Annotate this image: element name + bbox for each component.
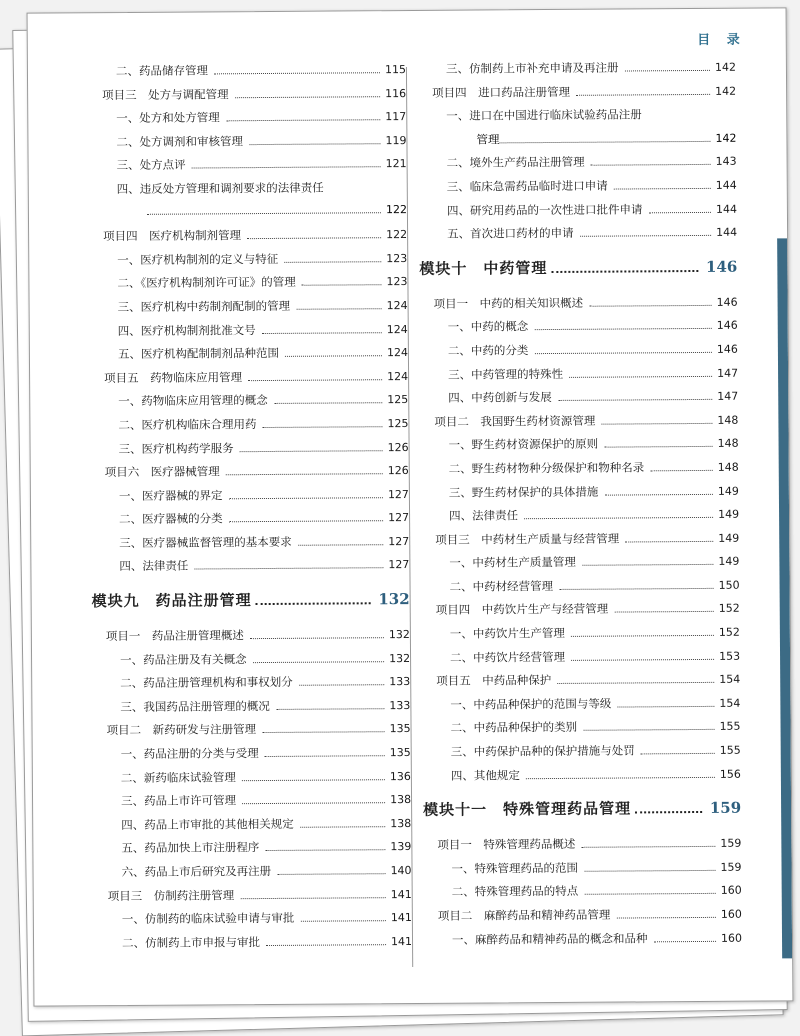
page-number: 121 bbox=[385, 157, 407, 171]
page-number: 156 bbox=[719, 767, 741, 781]
toc-project-entry[interactable] bbox=[422, 600, 740, 626]
dot-leader bbox=[302, 285, 382, 287]
page-number: 135 bbox=[389, 722, 411, 736]
dot-leader bbox=[265, 850, 385, 852]
dot-leader bbox=[262, 332, 382, 334]
toc-item-entry[interactable] bbox=[88, 61, 406, 87]
toc-left-column bbox=[88, 61, 412, 959]
page-number: 159 bbox=[720, 836, 742, 851]
toc-item-entry[interactable] bbox=[420, 317, 738, 343]
entry-title: 项目一 药品注册管理概述 bbox=[105, 628, 244, 644]
page-number: 141 bbox=[390, 934, 413, 948]
toc-item-entry[interactable] bbox=[421, 435, 739, 461]
page-number: 132 bbox=[378, 590, 410, 609]
toc-item-entry[interactable] bbox=[90, 297, 408, 323]
dot-leader bbox=[604, 493, 713, 495]
entry-title: 项目四 医疗机构制剂管理 bbox=[103, 228, 242, 244]
dot-leader bbox=[641, 753, 715, 755]
dot-leader bbox=[569, 375, 712, 377]
dot-leader bbox=[576, 93, 710, 95]
dot-leader bbox=[240, 450, 383, 452]
page-number: 139 bbox=[390, 840, 412, 854]
page-number: 149 bbox=[718, 507, 740, 521]
toc-item-entry[interactable] bbox=[91, 439, 409, 465]
toc-item-entry[interactable] bbox=[90, 391, 408, 417]
entry-title: 一、特殊管理药品的范围 bbox=[451, 860, 579, 876]
dot-leader bbox=[526, 777, 715, 779]
page-number: 124 bbox=[386, 346, 408, 360]
toc-project-entry[interactable] bbox=[424, 906, 742, 932]
entry-title: 四、医疗机构制剂批准文号 bbox=[117, 322, 256, 338]
toc-item-entry[interactable] bbox=[93, 838, 411, 864]
entry-title: 二、药品储存管理 bbox=[115, 63, 208, 79]
toc-item-entry[interactable] bbox=[94, 909, 412, 935]
dot-leader bbox=[571, 635, 714, 637]
entry-title: 管理 bbox=[476, 132, 500, 147]
toc-item-entry[interactable] bbox=[92, 650, 410, 676]
toc-module-heading[interactable] bbox=[423, 789, 741, 837]
toc-project-entry[interactable] bbox=[420, 411, 738, 437]
page-number: 127 bbox=[387, 487, 409, 501]
page-number: 123 bbox=[386, 251, 408, 265]
toc-project-entry[interactable] bbox=[88, 85, 406, 111]
entry-title: 二、野生药材物种分级保护和物种名录 bbox=[448, 460, 645, 476]
toc-project-entry[interactable] bbox=[91, 462, 409, 488]
page-number: 160 bbox=[720, 907, 742, 921]
dot-leader bbox=[242, 802, 385, 804]
page-number: 149 bbox=[718, 531, 740, 545]
entry-title: 二、药品注册管理机构和事权划分 bbox=[120, 675, 293, 691]
page-number: 123 bbox=[386, 275, 408, 289]
dot-leader bbox=[192, 167, 381, 169]
dot-leader bbox=[247, 237, 381, 239]
toc-item-entry[interactable] bbox=[420, 364, 738, 390]
entry-title: 四、中药创新与发展 bbox=[448, 390, 552, 405]
dot-leader bbox=[253, 661, 385, 663]
toc-item-entry[interactable] bbox=[89, 273, 407, 299]
toc-project-entry[interactable] bbox=[90, 368, 408, 394]
page-number: 133 bbox=[389, 698, 411, 712]
entry-title: 一、仿制药的临床试验申请与审批 bbox=[121, 911, 295, 927]
toc-item-entry[interactable] bbox=[419, 224, 737, 250]
page-number: 146 bbox=[716, 342, 738, 356]
entry-title: 二、中药品种保护的类别 bbox=[450, 720, 578, 736]
toc-item-entry[interactable] bbox=[93, 791, 411, 817]
dot-leader bbox=[274, 403, 383, 405]
toc-item-entry[interactable] bbox=[91, 486, 409, 512]
dot-leader bbox=[284, 261, 381, 263]
page-number: 144 bbox=[715, 202, 737, 216]
toc-project-entry[interactable] bbox=[418, 82, 736, 108]
entry-title: 一、中药的概念 bbox=[447, 319, 529, 335]
toc-item-entry[interactable] bbox=[89, 155, 407, 181]
dot-leader bbox=[648, 211, 711, 212]
dot-leader bbox=[298, 544, 384, 546]
toc-module-heading[interactable] bbox=[92, 580, 410, 628]
dot-leader bbox=[235, 96, 381, 98]
entry-title: 一、麻醉药品和精神药品的概念和品种 bbox=[451, 930, 648, 947]
page-number: 140 bbox=[390, 863, 412, 878]
entry-title: 四、违反处方管理和调剂要求的法律责任 bbox=[116, 180, 324, 197]
toc-item-entry[interactable] bbox=[94, 933, 412, 959]
page-number: 141 bbox=[390, 887, 412, 901]
page-number: 122 bbox=[385, 202, 407, 216]
entry-title: 四、其他规定 bbox=[450, 767, 520, 783]
toc-item-entry[interactable] bbox=[422, 624, 740, 650]
entry-title: 项目五 药物临床应用管理 bbox=[104, 369, 243, 385]
entry-title: 一、进口在中国进行临床试验药品注册 bbox=[446, 107, 642, 123]
toc-project-entry[interactable] bbox=[421, 529, 739, 555]
page-number: 144 bbox=[715, 178, 737, 192]
toc-item-entry[interactable] bbox=[422, 718, 740, 744]
entry-title: 六、药品上市后研究及再注册 bbox=[121, 863, 272, 880]
dot-leader bbox=[228, 497, 383, 499]
dot-leader bbox=[559, 588, 714, 590]
toc-project-entry[interactable] bbox=[92, 720, 410, 746]
entry-title: 一、中药材生产质量管理 bbox=[449, 555, 576, 571]
dot-leader bbox=[262, 732, 385, 734]
toc-item-entry[interactable] bbox=[422, 577, 740, 603]
toc-entry-continuation[interactable] bbox=[89, 203, 407, 229]
entry-title: 一、中药饮片生产管理 bbox=[449, 625, 565, 641]
dot-leader bbox=[226, 473, 383, 475]
page-number: 142 bbox=[715, 84, 737, 98]
toc-item-entry[interactable] bbox=[423, 742, 741, 768]
toc-item-entry[interactable] bbox=[93, 815, 411, 841]
entry-title: 项目四 中药饮片生产与经营管理 bbox=[435, 602, 609, 618]
toc-item-entry[interactable] bbox=[91, 509, 409, 535]
dot-leader bbox=[558, 399, 713, 401]
toc-item-entry[interactable] bbox=[92, 673, 410, 699]
toc-item-entry[interactable] bbox=[424, 882, 742, 908]
entry-title: 项目三 中药材生产质量与经营管理 bbox=[435, 531, 620, 547]
entry-title: 模块十 中药管理 bbox=[419, 258, 548, 278]
page-number: 132 bbox=[389, 651, 411, 665]
page-number: 155 bbox=[719, 743, 741, 757]
page-number: 124 bbox=[387, 369, 409, 383]
page-number: 141 bbox=[390, 911, 412, 925]
page-edge-strip bbox=[777, 238, 792, 958]
dot-leader bbox=[583, 729, 715, 731]
toc-item-entry[interactable] bbox=[89, 250, 407, 276]
page-number: 148 bbox=[717, 460, 739, 474]
dot-leader bbox=[240, 897, 386, 899]
entry-title: 三、野生药材保护的具体措施 bbox=[448, 484, 599, 500]
page-number: 160 bbox=[720, 931, 743, 945]
page-number: 135 bbox=[389, 746, 411, 760]
entry-title: 一、医疗机构制剂的定义与特征 bbox=[117, 251, 279, 267]
page-number: 127 bbox=[388, 558, 410, 572]
toc-item-entry[interactable] bbox=[93, 768, 411, 794]
page-number: 136 bbox=[389, 769, 411, 783]
entry-title: 项目三 处方与调配管理 bbox=[102, 86, 229, 102]
entry-title: 一、野生药材资源保护的原则 bbox=[448, 436, 599, 453]
toc-item-entry[interactable] bbox=[93, 744, 411, 770]
page-number: 146 bbox=[705, 257, 738, 276]
toc-item-entry[interactable] bbox=[89, 179, 407, 205]
page-number: 142 bbox=[714, 60, 736, 74]
entry-title: 二、医疗机构临床合理用药 bbox=[118, 416, 257, 432]
dot-leader bbox=[591, 164, 711, 166]
entry-title: 一、医疗器械的界定 bbox=[118, 487, 223, 503]
toc-item-entry[interactable] bbox=[91, 556, 409, 582]
dot-leader bbox=[249, 143, 381, 145]
toc-item-entry[interactable] bbox=[422, 695, 740, 721]
toc-item-entry[interactable] bbox=[421, 459, 739, 485]
page-header: 目 录 bbox=[697, 32, 746, 48]
toc-item-entry[interactable] bbox=[93, 862, 411, 888]
entry-title: 二、中药材经营管理 bbox=[449, 578, 554, 594]
page-number: 126 bbox=[387, 440, 409, 454]
dot-leader bbox=[248, 379, 382, 381]
page-number: 148 bbox=[717, 437, 739, 451]
toc-item-entry[interactable] bbox=[418, 106, 736, 132]
dot-leader bbox=[534, 352, 712, 354]
dot-leader bbox=[262, 426, 382, 428]
page-number: 153 bbox=[719, 649, 741, 663]
page-number: 147 bbox=[717, 389, 739, 403]
page-number: 150 bbox=[718, 578, 740, 592]
dot-leader bbox=[604, 446, 713, 448]
toc-item-entry[interactable] bbox=[421, 482, 739, 508]
dot-leader bbox=[300, 920, 386, 922]
toc-project-entry[interactable] bbox=[420, 293, 738, 319]
entry-title: 一、药品注册及有关概念 bbox=[120, 651, 247, 667]
dot-leader bbox=[582, 564, 714, 566]
page-number: 152 bbox=[718, 625, 740, 639]
entry-title: 一、药品注册的分类与受理 bbox=[120, 746, 259, 762]
page-number: 124 bbox=[386, 322, 408, 336]
toc-item-entry[interactable] bbox=[420, 388, 738, 414]
page-number: 155 bbox=[719, 720, 741, 734]
entry-title: 项目二 麻醉药品和精神药品管理 bbox=[437, 907, 611, 923]
dot-leader bbox=[650, 470, 713, 471]
page-number: 127 bbox=[388, 511, 410, 525]
entry-title: 三、医疗机构药学服务 bbox=[118, 440, 234, 456]
dot-leader bbox=[499, 141, 710, 143]
dot-leader bbox=[534, 328, 712, 330]
toc-project-entry[interactable] bbox=[94, 886, 412, 912]
entry-title: 三、我国药品注册管理的概况 bbox=[120, 698, 270, 714]
page-number: 144 bbox=[716, 225, 738, 240]
entry-title: 二、中药饮片经营管理 bbox=[450, 649, 566, 665]
toc-item-entry[interactable] bbox=[419, 200, 737, 226]
entry-title: 五、首次进口药材的申请 bbox=[447, 226, 574, 241]
dot-leader bbox=[614, 188, 711, 190]
page-number: 126 bbox=[387, 464, 409, 478]
toc-project-entry[interactable] bbox=[422, 671, 740, 697]
entry-title: 五、医疗机构配制制剂品种范围 bbox=[117, 346, 279, 362]
page-number: 149 bbox=[718, 554, 740, 569]
dot-leader bbox=[614, 611, 714, 613]
page-number: 146 bbox=[716, 295, 738, 309]
entry-title: 二、境外生产药品注册管理 bbox=[446, 155, 585, 171]
dot-leader bbox=[147, 212, 381, 215]
page-number: 138 bbox=[389, 793, 412, 807]
dot-leader bbox=[296, 308, 382, 310]
entry-title: 三、仿制药上市补充申请及再注册 bbox=[445, 60, 619, 76]
entry-title: 四、药品上市审批的其他相关规定 bbox=[121, 816, 294, 832]
entry-title: 五、药品加快上市注册程序 bbox=[121, 840, 260, 856]
entry-title: 四、法律责任 bbox=[449, 508, 519, 523]
dot-leader bbox=[285, 355, 382, 357]
dot-leader bbox=[625, 541, 713, 543]
entry-title: 项目二 新药研发与注册管理 bbox=[106, 722, 257, 738]
page-number: 117 bbox=[385, 110, 407, 124]
toc-page bbox=[27, 7, 794, 1006]
entry-title: 二、新药临床试验管理 bbox=[120, 769, 236, 785]
toc-item-entry[interactable] bbox=[90, 321, 408, 347]
page-number: 125 bbox=[387, 416, 409, 431]
dot-leader bbox=[214, 72, 380, 74]
dot-leader bbox=[524, 517, 713, 519]
page-number: 115 bbox=[384, 63, 406, 77]
page-number: 148 bbox=[717, 413, 739, 427]
dot-leader bbox=[589, 305, 712, 307]
dot-leader bbox=[229, 520, 384, 522]
toc-item-entry[interactable] bbox=[418, 59, 736, 85]
dot-leader bbox=[571, 659, 714, 661]
entry-title: 三、医疗机构中药制剂配制的管理 bbox=[117, 298, 291, 314]
entry-title: 项目四 进口药品注册管理 bbox=[432, 84, 571, 100]
dot-leader bbox=[581, 846, 715, 848]
dot-leader bbox=[266, 944, 386, 946]
entry-title: 项目五 中药品种保护 bbox=[436, 673, 552, 689]
entry-title: 二、仿制药上市申报与审批 bbox=[121, 934, 261, 950]
entry-title: 二、处方调剂和审核管理 bbox=[116, 133, 243, 149]
page-number: 154 bbox=[719, 696, 741, 710]
page-number: 160 bbox=[720, 884, 742, 898]
dot-leader bbox=[242, 779, 385, 781]
entry-title: 模块九 药品注册管理 bbox=[91, 591, 252, 611]
page-number: 154 bbox=[719, 672, 741, 687]
toc-item-entry[interactable] bbox=[421, 553, 739, 579]
page-number: 159 bbox=[720, 860, 742, 874]
dot-leader bbox=[584, 870, 716, 872]
page-number: 152 bbox=[718, 602, 740, 616]
toc-entry-continuation[interactable] bbox=[418, 129, 736, 155]
page-number: 146 bbox=[716, 319, 738, 333]
page-number: 122 bbox=[386, 228, 408, 242]
page-number: 138 bbox=[390, 816, 412, 830]
dot-leader bbox=[624, 70, 710, 72]
dot-leader bbox=[601, 423, 712, 425]
entry-title: 三、处方点评 bbox=[116, 157, 186, 173]
toc-project-entry[interactable] bbox=[89, 226, 407, 252]
page-number: 132 bbox=[388, 628, 410, 642]
entry-title: 项目二 我国野生药材资源管理 bbox=[434, 413, 596, 429]
entry-title: 一、处方和处方管理 bbox=[116, 110, 220, 126]
toc-item-entry[interactable] bbox=[424, 929, 742, 955]
toc-item-entry[interactable] bbox=[421, 506, 739, 532]
dot-leader bbox=[635, 811, 702, 813]
page-number: 116 bbox=[385, 86, 407, 100]
dot-leader bbox=[299, 684, 385, 686]
toc-item-entry[interactable] bbox=[90, 415, 408, 441]
toc-item-entry[interactable] bbox=[423, 859, 741, 885]
entry-title: 模块十一 特殊管理药品管理 bbox=[423, 799, 632, 820]
page-number: 119 bbox=[385, 133, 407, 147]
dot-leader bbox=[617, 706, 714, 708]
entry-title: 三、药品上市许可管理 bbox=[120, 793, 237, 809]
entry-title: 三、中药保护品种的保护措施与处罚 bbox=[450, 743, 635, 759]
toc-item-entry[interactable] bbox=[419, 153, 737, 179]
page-number: 125 bbox=[387, 393, 409, 407]
entry-title: 项目一 中药的相关知识概述 bbox=[433, 295, 584, 311]
page-number: 124 bbox=[386, 298, 408, 313]
toc-item-entry[interactable] bbox=[88, 132, 406, 158]
entry-title: 三、临床急需药品临时进口申请 bbox=[446, 178, 608, 194]
entry-title: 二、特殊管理药品的特点 bbox=[451, 884, 579, 900]
page-number: 159 bbox=[709, 798, 742, 818]
entry-title: 四、法律责任 bbox=[119, 559, 189, 574]
entry-title: 四、研究用药品的一次性进口批件申请 bbox=[446, 201, 643, 218]
toc-item-entry[interactable] bbox=[91, 533, 409, 559]
toc-item-entry[interactable] bbox=[423, 765, 741, 791]
dot-leader bbox=[654, 940, 717, 941]
toc-item-entry[interactable] bbox=[92, 697, 410, 723]
dot-leader bbox=[265, 755, 385, 757]
dot-leader bbox=[226, 119, 381, 121]
entry-title: 二、《医疗机构制剂许可证》的管理 bbox=[117, 275, 296, 291]
page-number: 142 bbox=[715, 131, 737, 145]
dot-leader bbox=[194, 568, 383, 570]
entry-title: 三、医疗器械监督管理的基本要求 bbox=[119, 534, 292, 550]
entry-title: 三、中药管理的特殊性 bbox=[448, 366, 564, 382]
toc-project-entry[interactable] bbox=[92, 626, 410, 652]
toc-module-heading[interactable] bbox=[419, 247, 737, 295]
toc-item-entry[interactable] bbox=[422, 647, 740, 673]
toc-item-entry[interactable] bbox=[90, 344, 408, 370]
toc-project-entry[interactable] bbox=[423, 835, 741, 861]
entry-title: 二、中药的分类 bbox=[447, 343, 529, 358]
dot-leader bbox=[300, 826, 386, 828]
entry-title: 一、药物临床应用管理的概念 bbox=[118, 393, 268, 409]
page-number: 149 bbox=[717, 484, 739, 498]
toc-item-entry[interactable] bbox=[88, 108, 406, 134]
page-number: 147 bbox=[717, 366, 739, 380]
entry-title: 项目六 医疗器械管理 bbox=[104, 464, 220, 480]
page-number: 127 bbox=[388, 534, 410, 549]
dot-leader bbox=[250, 637, 384, 639]
page-number: 143 bbox=[715, 155, 737, 169]
dot-leader bbox=[557, 682, 714, 684]
entry-title: 项目三 仿制药注册管理 bbox=[107, 887, 235, 903]
toc-right-column bbox=[418, 59, 742, 955]
page-number: 133 bbox=[389, 675, 411, 689]
toc-item-entry[interactable] bbox=[420, 341, 738, 367]
dot-leader bbox=[616, 917, 716, 919]
entry-title: 一、中药品种保护的范围与等级 bbox=[450, 696, 612, 712]
dot-leader bbox=[584, 893, 716, 895]
entry-title: 二、医疗器械的分类 bbox=[119, 511, 223, 527]
entry-title: 项目一 特殊管理药品概述 bbox=[437, 837, 576, 853]
dot-leader bbox=[277, 873, 386, 875]
dot-leader bbox=[551, 270, 698, 273]
dot-leader bbox=[580, 235, 712, 237]
toc-item-entry[interactable] bbox=[419, 177, 737, 203]
dot-leader bbox=[256, 602, 371, 605]
dot-leader bbox=[276, 708, 385, 710]
